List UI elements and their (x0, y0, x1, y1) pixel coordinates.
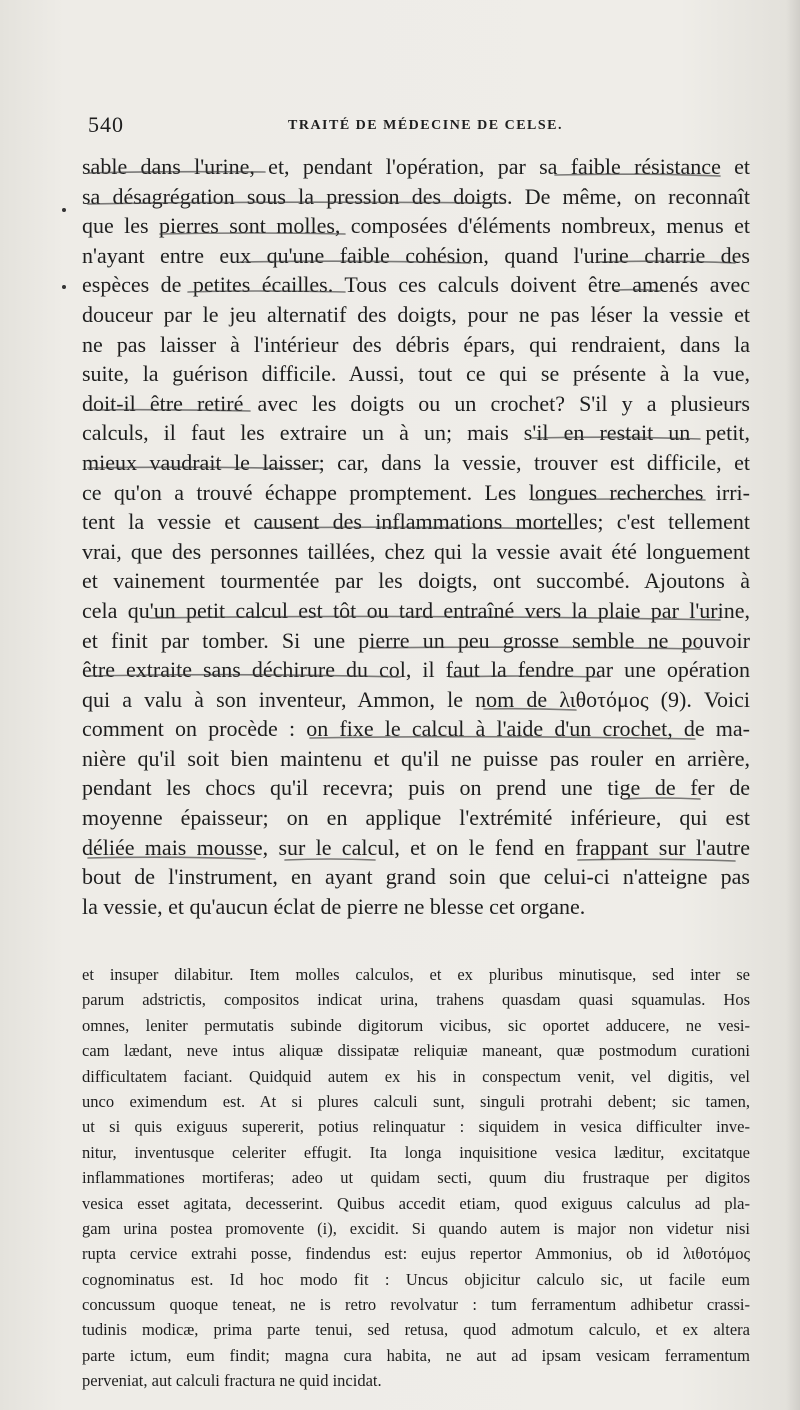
text-line: vrai, que des personnes taillées, chez qui la vessie avait été longuement (82, 538, 750, 564)
page-header (88, 112, 728, 142)
note-line: tudinis modicæ, prima parte tenui, sed retusa, quod admotum calculo, et ex altera (82, 1320, 750, 1340)
note-line: omnes, leniter permutatis subinde digitorum vicibus, sic oportet adducere, ne vesi- (82, 1015, 750, 1035)
text-line: pendant les chocs qu'il recevra; puis on prend une tige de fer de (82, 775, 750, 801)
page-number: 540 (88, 112, 124, 137)
text-line: mieux vaudrait le laisser; car, dans la vessie, trouver est difficile, et (82, 449, 750, 475)
note-line: unco eximendum est. At si plures calculi sunt, singuli protrahi debent; sic tamen, (82, 1091, 750, 1111)
running-title: TRAITÉ DE MÉDECINE DE CELSE. (288, 118, 563, 133)
note-line: parte ictum, eum findit; magna cura habita, ne aut ad ipsam vesicam ferramentum (82, 1345, 750, 1365)
french-translation-text (82, 152, 750, 921)
margin-dot (62, 208, 66, 212)
text-line: douceur par le jeu alternatif des doigts, pour ne pas léser la vessie et (82, 301, 750, 327)
page-edge-shadow (786, 0, 800, 1410)
note-line: nitur, inventusque celeriter effugit. Ita longa inquisitione vesica læditur, excitatque (82, 1142, 750, 1162)
note-line: concussum quoque teneat, ne is retro revolvatur : tum ferramentum adhibetur crassi- (82, 1295, 750, 1315)
note-line: cam lædant, neve intus aliquæ dissipatæ reliquiæ maneant, quæ postmodum curationi (82, 1041, 750, 1061)
note-line: vesica esset agitata, decesserint. Quibus accedit etiam, quod exiguus calculus ad pla- (82, 1193, 750, 1213)
text-line: ne pas laisser à l'intérieur des débris épars, qui rendraient, dans la (82, 331, 750, 357)
note-line: parum adstrictis, compositos indicat urina, trahens quasdam quasi squamulas. Hos (82, 990, 750, 1010)
latin-original-text (82, 962, 750, 1394)
note-line: inflammationes mortiferas; adeo ut quidam secti, quum diu frustraque per digitos (82, 1168, 750, 1188)
text-line: tent la vessie et causent des inflammations mortelles; c'est tellement (82, 509, 750, 535)
text-line: être extraite sans déchirure du col, il faut la fendre par une opération (82, 657, 750, 683)
text-line: qui a valu à son inventeur, Ammon, le nom de λιθοτόμος (9). Voici (82, 686, 750, 712)
text-line: espèces de petites écailles. Tous ces calculs doivent être amenés avec (82, 272, 750, 298)
text-line: comment on procède : on fixe le calcul à l'aide d'un crochet, de ma- (82, 716, 750, 742)
note-line: ut si quis exiguus supererit, potius relinquatur : siquidem in vesica difficulter inve- (82, 1117, 750, 1137)
text-line: déliée mais mousse, sur le calcul, et on le fend en frappant sur l'autre (82, 834, 750, 860)
text-line: bout de l'instrument, en ayant grand soin que celui-ci n'atteigne pas (82, 864, 750, 890)
text-line: sable dans l'urine, et, pendant l'opération, par sa faible résistance et (82, 154, 750, 179)
text-line: cela qu'un petit calcul est tôt ou tard entraîné vers la plaie par l'urine, (82, 597, 750, 623)
text-line: et vainement tourmentée par les doigts, ont succombé. Ajoutons à (82, 568, 750, 594)
note-line: et insuper dilabitur. Item molles calculos, et ex pluribus minutisque, sed inter se (82, 965, 750, 984)
text-line: moyenne épaisseur; on en applique l'extrémité inférieure, qui est (82, 805, 750, 831)
note-line: cognominatus est. Id hoc modo fit : Uncus objicitur calculo sic, ut facile eum (82, 1269, 750, 1289)
note-line: difficultatem faciant. Quidquid autem ex his in conspectum venit, vel digitis, vel (82, 1066, 750, 1086)
margin-dot (62, 285, 66, 289)
text-line: ce qu'on a trouvé échappe promptement. Les longues recherches irri- (82, 479, 750, 505)
text-line: que les pierres sont molles, composées d'éléments nombreux, menus et (82, 213, 750, 239)
text-line: n'ayant entre eux qu'une faible cohésion, quand l'urine charrie des (82, 242, 750, 268)
text-line: calculs, il faut les extraire un à un; mais s'il en restait un petit, (82, 420, 750, 446)
note-line-last: perveniat, aut calculi fractura ne quid incidat. (82, 1371, 382, 1391)
text-line-last: la vessie, et qu'aucun éclat de pierre ne blesse cet organe. (82, 893, 586, 919)
text-line: nière qu'il soit bien maintenu et qu'il ne puisse pas rouler en arrière, (82, 745, 750, 771)
text-line: suite, la guérison difficile. Aussi, tout ce qui se présente à la vue, (82, 361, 750, 387)
text-line: doit-il être retiré avec les doigts ou un crochet? S'il y a plusieurs (82, 390, 750, 416)
note-line: rupta cervice extrahi posse, findendus est: eujus repertor Ammonius, ob id λιθοτόμος (82, 1244, 750, 1264)
text-line: et finit par tomber. Si une pierre un peu grosse semble ne pouvoir (82, 627, 750, 653)
note-line: gam urina postea promovente (i), excidit. Si quando autem is major non videtur nisi (82, 1218, 750, 1238)
text-line: sa désagrégation sous la pression des doigts. De même, on reconnaît (82, 183, 750, 209)
